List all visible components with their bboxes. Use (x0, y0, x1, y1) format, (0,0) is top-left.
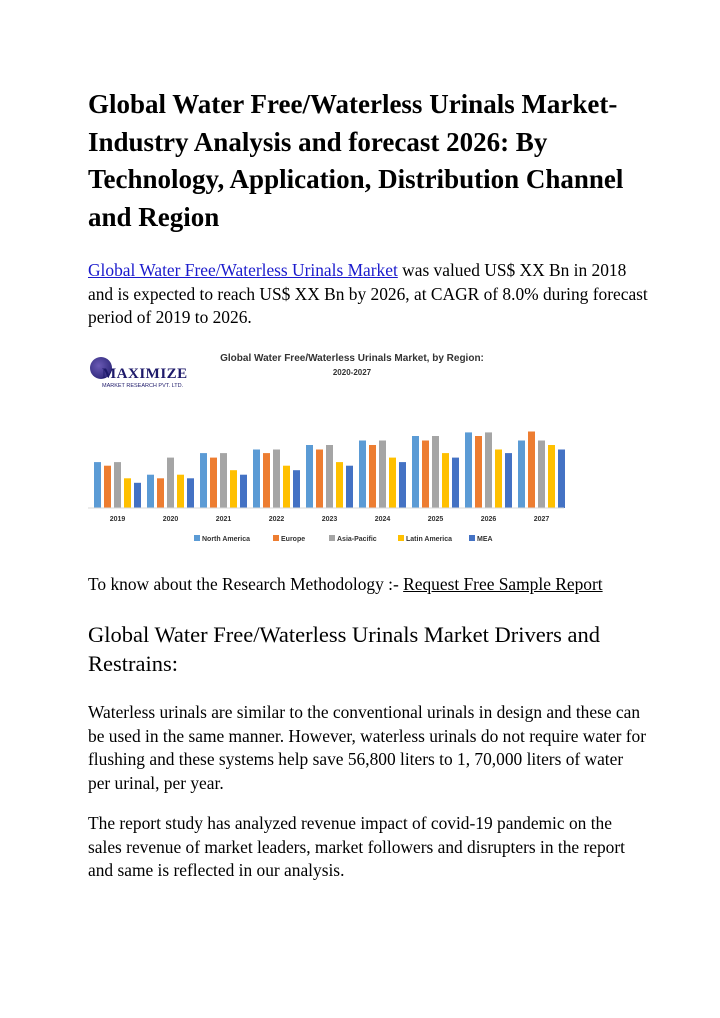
bar-latin-america-2023 (336, 462, 343, 508)
drivers-paragraph: Waterless urinals are similar to the conventional urinals in design and these can be used in the same manner. However, waterless urinals do not require water for flushing and these systems help save 56,800 liters to 1, 70,000 liters of water per urinal, per year. (88, 702, 647, 793)
bar-mea-2024 (399, 462, 406, 508)
bar-mea-2020 (187, 478, 194, 508)
bar-north-america-2026 (465, 432, 472, 508)
legend-label-europe: Europe (281, 536, 306, 543)
bar-asia-pacific-2023 (326, 445, 333, 508)
x-tick-2022: 2022 (268, 516, 285, 523)
logo-bottom-text: MARKET RESEARCH PVT. LTD. (102, 383, 184, 389)
x-tick-2021: 2021 (215, 516, 232, 523)
bar-europe-2022 (263, 453, 270, 508)
x-tick-2026: 2026 (480, 516, 497, 523)
chart-subtitle: 2020-2027 (332, 368, 372, 377)
legend-label-north-america: North America (202, 536, 250, 543)
bars-group (94, 432, 565, 509)
bar-north-america-2019 (94, 462, 101, 508)
chart-title: Global Water Free/Waterless Urinals Market, by Region: (220, 353, 484, 364)
bar-asia-pacific-2024 (379, 441, 386, 509)
bar-latin-america-2025 (442, 453, 449, 508)
bar-mea-2025 (452, 458, 459, 508)
bar-mea-2026 (505, 453, 512, 508)
logo-top-text: MAXIMIZE (102, 366, 188, 382)
x-tick-2019: 2019 (109, 516, 126, 523)
legend-swatch-asia-pacific (329, 535, 335, 541)
bar-europe-2021 (210, 458, 217, 508)
x-tick-2023: 2023 (321, 516, 338, 523)
legend-swatch-mea (469, 535, 475, 541)
bar-europe-2026 (475, 436, 482, 508)
bar-europe-2020 (157, 478, 164, 508)
bar-mea-2019 (134, 483, 141, 508)
methodology-prefix: To know about the Research Methodology :- (88, 574, 404, 594)
bar-asia-pacific-2020 (167, 458, 174, 508)
bar-latin-america-2020 (177, 475, 184, 508)
bar-north-america-2024 (359, 441, 366, 509)
bar-asia-pacific-2021 (220, 453, 227, 508)
bar-north-america-2020 (147, 475, 154, 508)
legend-label-asia-pacific: Asia-Pacific (337, 536, 377, 543)
bar-mea-2023 (346, 466, 353, 508)
legend-label-mea: MEA (477, 536, 493, 543)
bar-europe-2027 (528, 432, 535, 509)
legend-swatch-latin-america (398, 535, 404, 541)
bar-latin-america-2021 (230, 470, 237, 508)
section-heading: Global Water Free/Waterless Urinals Market Drivers and Restrains: (88, 622, 601, 676)
bar-latin-america-2027 (548, 445, 555, 508)
bar-asia-pacific-2022 (273, 450, 280, 509)
bar-europe-2024 (369, 445, 376, 508)
bar-asia-pacific-2019 (114, 462, 121, 508)
bar-latin-america-2019 (124, 478, 131, 508)
page-title: Global Water Free/Waterless Urinals Market- Industry Analysis and forecast 2026: By Technology, Application, Distribution Channel and Region (88, 89, 624, 232)
bar-asia-pacific-2026 (485, 432, 492, 508)
intro-text: was valued US$ XX Bn in 2018 and is expected to reach US$ XX Bn by 2026, at CAGR of 8.0% during forecast period of 2019 to 2026. (88, 260, 648, 327)
legend-swatch-europe (273, 535, 279, 541)
legend-label-latin-america: Latin America (406, 536, 453, 543)
bar-europe-2025 (422, 441, 429, 509)
x-tick-labels (110, 516, 550, 523)
bar-latin-america-2026 (495, 450, 502, 509)
bar-north-america-2022 (253, 450, 260, 509)
bar-asia-pacific-2025 (432, 436, 439, 508)
intro-paragraph (88, 259, 648, 330)
bar-mea-2021 (240, 475, 247, 508)
bar-north-america-2025 (412, 436, 419, 508)
methodology-line (88, 573, 648, 595)
bar-north-america-2027 (518, 441, 525, 509)
x-tick-2025: 2025 (427, 516, 444, 523)
bar-north-america-2021 (200, 453, 207, 508)
market-link[interactable]: Global Water Free/Waterless Urinals Market (88, 260, 398, 280)
bar-mea-2022 (293, 470, 300, 508)
bar-mea-2027 (558, 450, 565, 509)
x-tick-2024: 2024 (374, 516, 391, 523)
bar-asia-pacific-2027 (538, 441, 545, 509)
legend-swatch-north-america (194, 535, 200, 541)
bar-europe-2019 (104, 466, 111, 508)
x-tick-2020: 2020 (162, 516, 179, 523)
x-tick-2027: 2027 (533, 516, 550, 523)
covid-paragraph: The report study has analyzed revenue impact of covid-19 pandemic on the sales revenue of market leaders, market followers and disrupters in the report and same is reflected in our analysis. (88, 813, 625, 880)
bar-europe-2023 (316, 450, 323, 509)
request-sample-link[interactable]: Request Free Sample Report (403, 574, 603, 594)
bar-latin-america-2024 (389, 458, 396, 508)
bar-latin-america-2022 (283, 466, 290, 508)
bar-north-america-2023 (306, 445, 313, 508)
chart-legend (194, 535, 493, 543)
region-bar-chart (88, 346, 575, 556)
